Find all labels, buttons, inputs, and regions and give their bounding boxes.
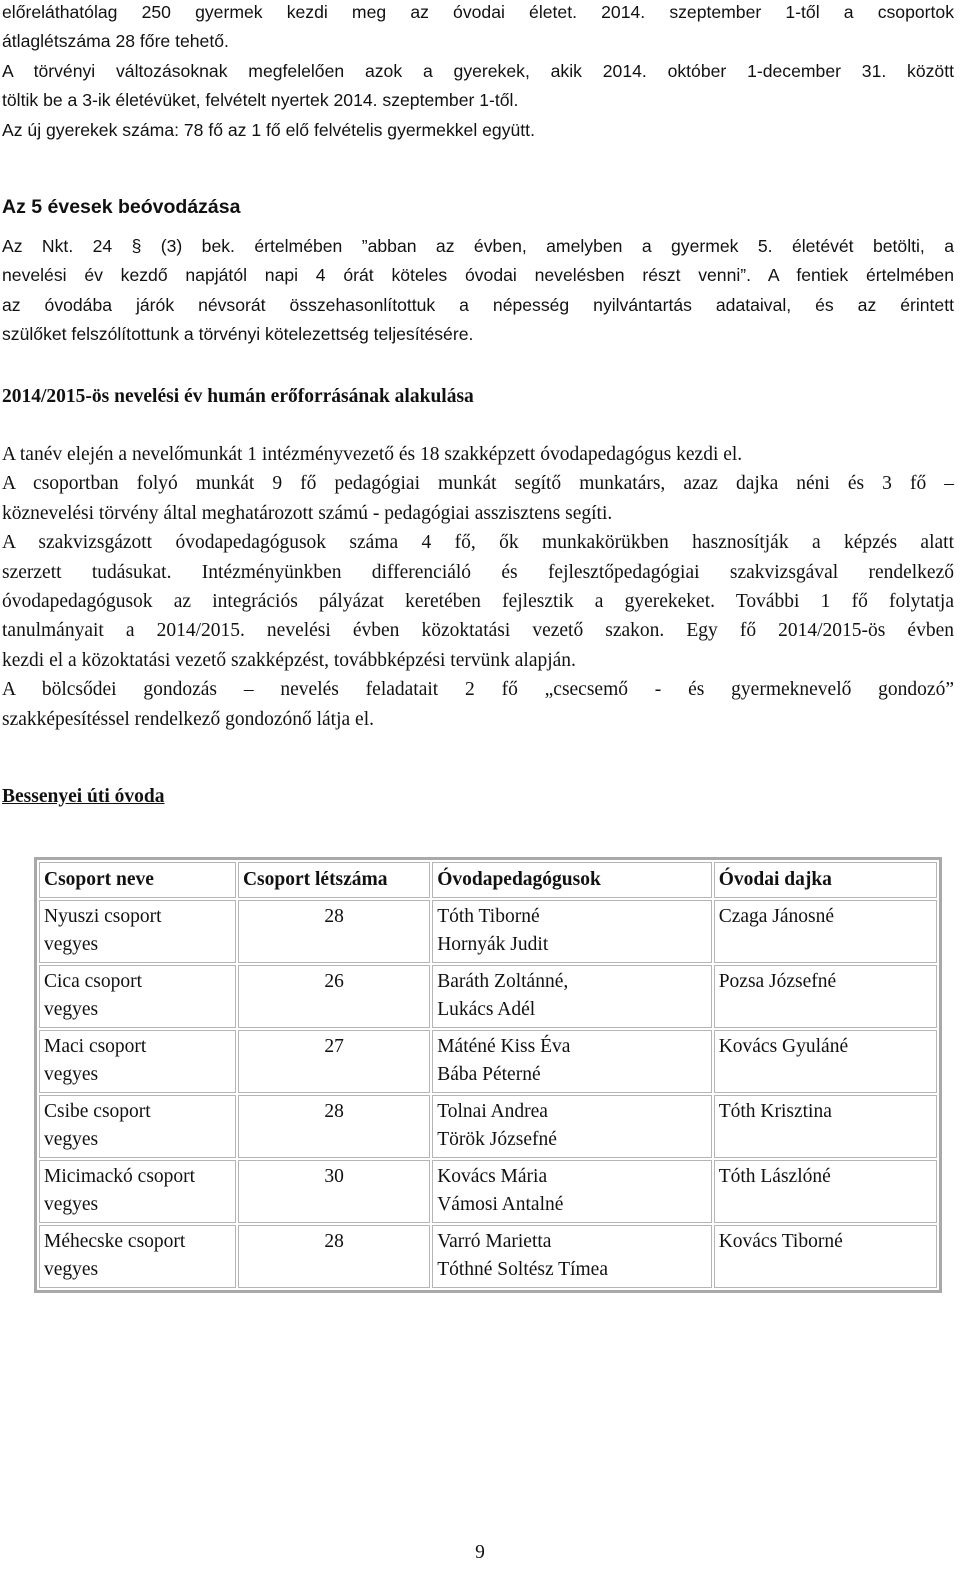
teacher-name: Tóthné Soltész Tímea <box>437 1259 608 1280</box>
group-name: Maci csoport <box>44 1036 147 1057</box>
text-line: A szakvizsgázott óvodapedagógusok száma 4 fő, ők munkakörükben hasznosítják a képzés alatt <box>2 532 954 554</box>
table-row <box>39 900 937 963</box>
text-line: A törvényi változásoknak megfelelően azok a gyerekek, akik 2014. október 1-december 31. között <box>2 60 954 81</box>
group-type: vegyes <box>44 1259 99 1280</box>
text-line: A tanév elején a nevelőmunkát 1 intézményvezető és 18 szakképzett óvodapedagógus kezdi el. <box>2 444 743 465</box>
group-type: vegyes <box>44 999 99 1020</box>
text-line: A bölcsődei gondozás – nevelés feladatait 2 fő „csecsemő - és gyermeknevelő gondozó” <box>2 679 954 701</box>
group-name-cell <box>39 900 236 963</box>
teacher-name: Lukács Adél <box>437 999 536 1020</box>
intro-paragraph <box>2 0 954 145</box>
group-count-cell: 28 <box>238 1095 430 1158</box>
column-header: Csoport neve <box>39 862 236 898</box>
teachers-cell <box>432 900 711 963</box>
teacher-name: Baráth Zoltánné, <box>437 971 569 992</box>
groups-table <box>34 857 942 1293</box>
section-heading: Az 5 évesek beóvodázása <box>2 196 241 218</box>
teachers-cell <box>432 1095 711 1158</box>
table-row <box>39 1030 937 1093</box>
teacher-name: Kovács Mária <box>437 1166 548 1187</box>
section-heading: 2014/2015-ös nevelési év humán erőforrásának alakulása <box>2 386 474 407</box>
text-line: szakképesítéssel rendelkező gondozónő látja el. <box>2 708 374 730</box>
table-row <box>39 1095 937 1158</box>
group-count-cell: 27 <box>238 1030 430 1093</box>
assistant-cell: Kovács Tiborné <box>714 1225 937 1288</box>
teachers-cell <box>432 1160 711 1223</box>
table-row <box>39 965 937 1028</box>
group-name: Csibe csoport <box>44 1101 151 1122</box>
group-name-cell <box>39 1030 236 1093</box>
page-number: 9 <box>475 1542 485 1563</box>
assistant-cell: Czaga Jánosné <box>714 900 937 963</box>
group-count-cell: 28 <box>238 1225 430 1288</box>
text-line: Az új gyerekek száma: 78 fő az 1 fő elő felvételis gyermekkel együtt. <box>2 119 535 140</box>
column-header: Óvodapedagógusok <box>432 862 711 898</box>
text-line: szerzett tudásukat. Intézményünkben differenciáló és fejlesztőpedagógiai szakvizsgával rendelkező <box>2 561 954 583</box>
group-type: vegyes <box>44 1064 99 1085</box>
teacher-name: Tóth Tiborné <box>437 906 540 927</box>
teachers-cell <box>432 1225 711 1288</box>
table-row <box>39 1225 937 1288</box>
teacher-name: Varró Marietta <box>437 1231 552 1252</box>
table-row <box>39 1160 937 1223</box>
table-header-row <box>39 862 937 898</box>
group-name: Nyuszi csoport <box>44 906 162 927</box>
text-line: Az Nkt. 24 § (3) bek. értelmében ”abban az évben, amelyben a gyermek 5. életévét betölti, a <box>2 236 954 256</box>
group-name-cell <box>39 965 236 1028</box>
section1-paragraph <box>2 232 954 350</box>
text-line: tanulmányait a 2014/2015. nevelési évben közoktatási vezető szakon. Egy fő 2014/2015-ös évben <box>2 620 954 642</box>
teacher-name: Bába Péterné <box>437 1064 541 1085</box>
assistant-cell: Tóth Lászlóné <box>714 1160 937 1223</box>
group-count-cell: 26 <box>238 965 430 1028</box>
group-type: vegyes <box>44 1194 99 1215</box>
group-name: Méhecske csoport <box>44 1231 186 1252</box>
assistant-cell: Pozsa Józsefné <box>714 965 937 1028</box>
text-line: előreláthatólag 250 gyermek kezdi meg az óvodai életet. 2014. szeptember 1-től a csoportok <box>2 2 954 22</box>
teachers-cell <box>432 1030 711 1093</box>
column-header: Óvodai dajka <box>714 862 937 898</box>
group-count-cell: 28 <box>238 900 430 963</box>
text-line: óvodapedagógusok az integrációs pályázat keretében fejlesztik a gyerekeket. További 1 fő folytatja <box>2 591 954 613</box>
group-type: vegyes <box>44 1129 99 1150</box>
text-line: A csoportban folyó munkát 9 fő pedagógiai munkát segítő munkatárs, azaz dajka néni és 3 fő – <box>2 473 954 495</box>
group-name: Cica csoport <box>44 971 143 992</box>
text-line: köznevelési törvény által meghatározott számú - pedagógiai asszisztens segíti. <box>2 502 613 524</box>
teacher-name: Török Józsefné <box>437 1129 557 1150</box>
text-line: kezdi el a közoktatási vezető szakképzést, továbbképzési tervünk alapján. <box>2 649 576 671</box>
group-name-cell <box>39 1160 236 1223</box>
group-name: Micimackó csoport <box>44 1166 196 1187</box>
text-line: töltik be a 3-ik életévüket, felvételt nyertek 2014. szeptember 1-től. <box>2 90 519 111</box>
text-line: átlaglétszáma 28 főre tehető. <box>2 31 229 52</box>
section-heading: Bessenyei úti óvoda <box>2 786 165 807</box>
column-header: Csoport létszáma <box>238 862 430 898</box>
assistant-cell: Tóth Krisztina <box>714 1095 937 1158</box>
teacher-name: Máténé Kiss Éva <box>437 1036 571 1057</box>
assistant-cell: Kovács Gyuláné <box>714 1030 937 1093</box>
teacher-name: Vámosi Antalné <box>437 1194 564 1215</box>
text-line: az óvodába járók névsorát összehasonlítottuk a népesség nyilvántartás adataival, és az érintett <box>2 294 954 315</box>
text-line: szülőket felszólítottunk a törvényi kötelezettség teljesítésére. <box>2 324 474 345</box>
section2-paragraph <box>2 440 954 734</box>
group-name-cell <box>39 1225 236 1288</box>
text-line: nevelési év kezdő napjától napi 4 órát köteles óvodai nevelésben részt venni”. A fentiek értelmében <box>2 265 954 286</box>
group-count-cell: 30 <box>238 1160 430 1223</box>
group-type: vegyes <box>44 934 99 955</box>
teacher-name: Hornyák Judit <box>437 934 549 955</box>
group-name-cell <box>39 1095 236 1158</box>
teacher-name: Tolnai Andrea <box>437 1101 548 1122</box>
teachers-cell <box>432 965 711 1028</box>
